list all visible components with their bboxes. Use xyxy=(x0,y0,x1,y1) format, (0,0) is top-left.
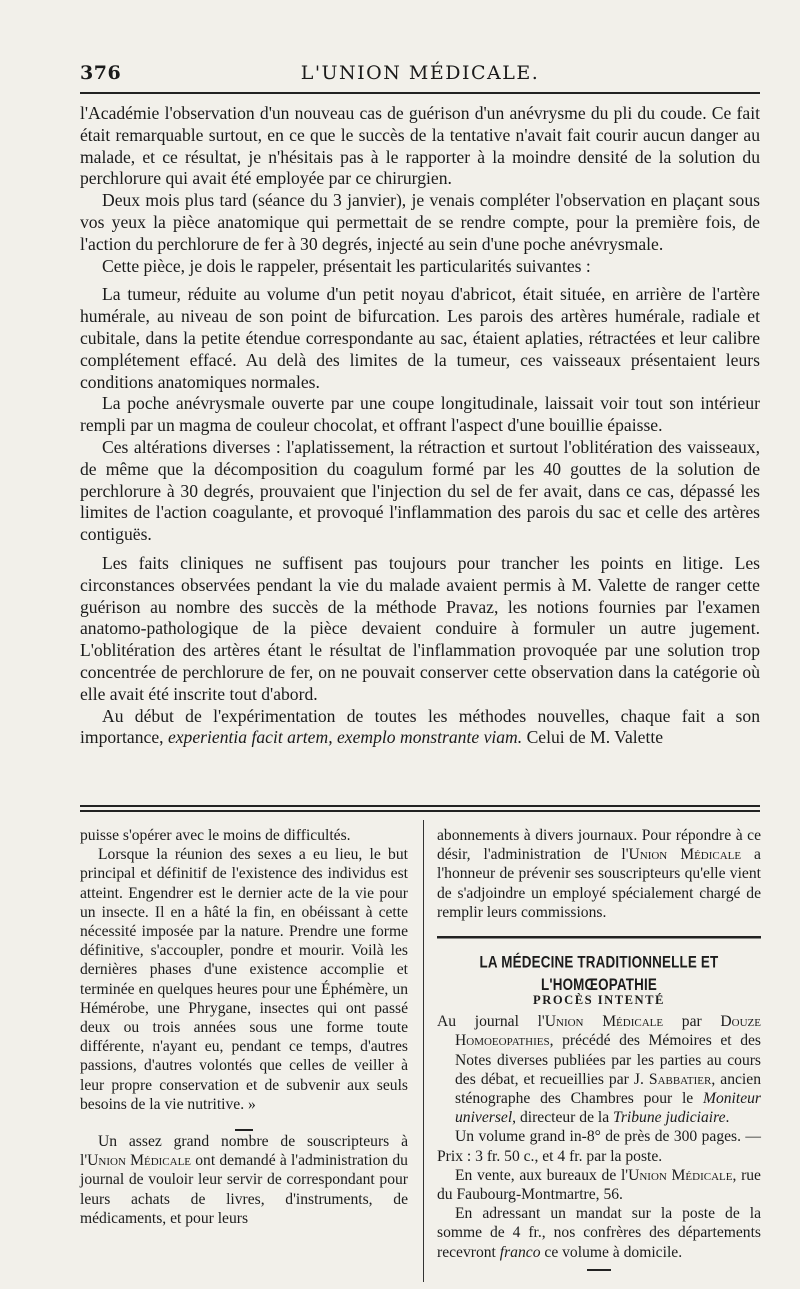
section-subtitle: PROCÈS INTENTÉ xyxy=(533,993,665,1008)
page-number: 376 xyxy=(80,62,122,84)
feuilleton-rule-top xyxy=(80,805,760,807)
paragraph xyxy=(80,706,760,750)
text-run: , directeur de la xyxy=(512,1109,614,1127)
text-run: Au début de l'expérimentation de toutes les méthodes nouvelles, chaque fait a son importance, xyxy=(80,705,760,748)
latin-quote: experientia facit artem, exemplo monstrante viam. xyxy=(167,727,523,748)
paragraph: La poche anévrysmale ouverte par une coupe longitudinale, laissait voir tout son intérieur rempli par un magma de couleur chocolat, et offrant l'aspect d'une bouillie épaisse. xyxy=(80,393,760,436)
paragraph: Deux mois plus tard (séance du 3 janvier), je venais compléter l'observation en plaçant sous vos yeux la pièce anatomique qui permettait de se rendre compte, pour la première fois, de l'action du perchlorure de fer à 30 degrés, injecté au sein d'une poche anévrysmale. xyxy=(80,190,760,254)
book-author: Douze Homoeopathies xyxy=(455,1013,761,1050)
feuilleton-rule-bottom xyxy=(80,810,760,812)
text-run: Au journal l' xyxy=(437,1013,545,1031)
left-column xyxy=(80,826,408,1228)
price-info: Un volume grand in-8° de près de 300 pages. — Prix : 3 fr. 50 c., et 4 fr. par la poste. xyxy=(437,1128,761,1165)
right-column xyxy=(437,826,761,1271)
text-run: , rue du Faubourg-Montmartre, 56. xyxy=(437,1166,761,1204)
italic-word: franco xyxy=(499,1243,541,1261)
paragraph: La tumeur, réduite au volume d'un petit noyau d'abricot, était située, en arrière de l'artère humérale, au niveau de son point de bifurcation. Les parois des artères humérale, radiale et cubitale, dans la petite étendue correspondante au sac, étaient aplaties, rétractées et leur calibre complétement effacé. Au delà des limites de la tumeur, ces vaisseaux présentaient leurs conditions anatomiques normales. xyxy=(80,284,760,392)
journal-name: Union Médicale xyxy=(87,1152,192,1170)
section-title: LA MÉDECINE TRADITIONNELLE ET L'HOMŒOPATHIE xyxy=(437,936,761,996)
main-article xyxy=(80,103,760,749)
paragraph: puisse s'opérer avec le moins de difficultés. xyxy=(80,827,351,844)
text-run: a l'honneur de prévenir ses souscripteurs qu'elle vient de s'adjoindre un employé spécialement chargé de remplir leurs commissions. xyxy=(437,846,761,921)
text-run: par xyxy=(663,1013,721,1031)
publication-name: Tribune judiciaire xyxy=(613,1109,726,1127)
text-run: Celui de M. Valette xyxy=(522,727,664,748)
page-header xyxy=(80,62,760,88)
journal-title: L'UNION MÉDICALE. xyxy=(300,62,540,84)
paragraph: Les faits cliniques ne suffisent pas toujours pour trancher les points en litige. Les circonstances observées pendant la vie du malade avaient permis à M. Valette de ranger cette guérison au nombre des succès de la méthode Pravaz, les notions fournies par l'examen anatomo-pathologique de la pièce devaient conduire à formuler un autre jugement. L'oblitération des artères étant le résultat de l'inflammation provoquée par une solution trop concentrée de perchlorure de fer, on ne pouvait conserver cette observation dans la catégorie où elle avait été inscrite tout d'abord. xyxy=(80,552,760,704)
text-run: , précédé des Mémoires et des Notes diverses publiées par les parties au cours des débat, et recueillies par xyxy=(455,1032,761,1088)
paragraph xyxy=(80,1132,408,1228)
paragraph: Ces altérations diverses : l'aplatissement, la rétraction et surtout l'oblitération des vaisseaux, de même que la décomposition du coagulum formé par les 40 gouttes de la solution de perchlorure à 30 degrés, prouvaient que l'injection du sel de fer avait, dans ce cas, dépassé les limites de l'action coagulante, et provoqué l'inflammation des parois du sac et celle des artères contiguës. xyxy=(80,436,760,545)
column-divider xyxy=(423,820,424,1282)
text-run: abonnements à divers journaux. Pour répondre à ce désir, l'administration de l' xyxy=(437,827,761,864)
paragraph: l'Académie l'observation d'un nouveau cas de guérison d'un anévrysme du pli du coude. Ce fait était remarquable surtout, en ce que le succès de la tentative n'avait fait courir aucun danger au malade, et ce résultat, je n'hésitais pas à le rapporter à la moindre densité de la solution du perchlorure qui avait été employée par ce chirurgien. xyxy=(80,103,760,189)
text-run: Un assez grand nombre de souscripteurs à l' xyxy=(80,1133,408,1170)
text-run: En vente, aux bureaux de l' xyxy=(455,1166,629,1184)
end-dash xyxy=(587,1269,611,1271)
sales-info xyxy=(437,1166,761,1204)
editor-name: J. Sabbatier xyxy=(633,1070,712,1088)
publication-name: Moniteur universel xyxy=(455,1090,761,1127)
order-info xyxy=(437,1204,761,1262)
text-run: ce volume à domicile. xyxy=(540,1243,683,1261)
journal-name: Union Médicale xyxy=(544,1013,664,1031)
paragraph: Lorsque la réunion des sexes a eu lieu, le but principal et définitif de l'existence des individus est atteint. Engendrer est le dernier acte de la vie pour un insecte. Il en a hâté la fin, en obéissant à cette nécessité imposée par la nature. Prendre une forme définitive, s'accoupler, pondre et mourir. Voilà les dernières phases d'une existence accomplie et terminée en quelques heures pour une Éphémère, un Hémérobe, une Phrygane, insectes qui ont passé deux ou trois années sous une forme toute différente, n'ayant eu, pendant ce temps, d'autres passions, d'autres volontés que celles de veiller à leur propre conservation et de subvenir aux seuls besoins de la vie nutritive. » xyxy=(80,846,408,1113)
text-run: ont demandé à l'administration du journal de vouloir leur servir de correspondant pour leurs achats de livres, d'instruments, de médicaments, et pour leurs xyxy=(80,1152,408,1227)
journal-name: Union Médicale xyxy=(628,1166,733,1184)
paragraph xyxy=(437,826,761,922)
paragraph: Cette pièce, je dois le rappeler, présentait les particularités suivantes : xyxy=(102,255,591,276)
text-run: . xyxy=(725,1109,730,1127)
text-run: En adressant un mandat sur la poste de la somme de 4 fr., nos confrères des départements recevront xyxy=(437,1205,761,1261)
text-run: , ancien sténographe des Chambres pour le xyxy=(455,1070,761,1108)
journal-name: Union Médicale xyxy=(628,846,742,864)
advertisement-text xyxy=(437,1012,761,1127)
header-rule xyxy=(80,92,760,94)
separator xyxy=(80,1120,408,1128)
